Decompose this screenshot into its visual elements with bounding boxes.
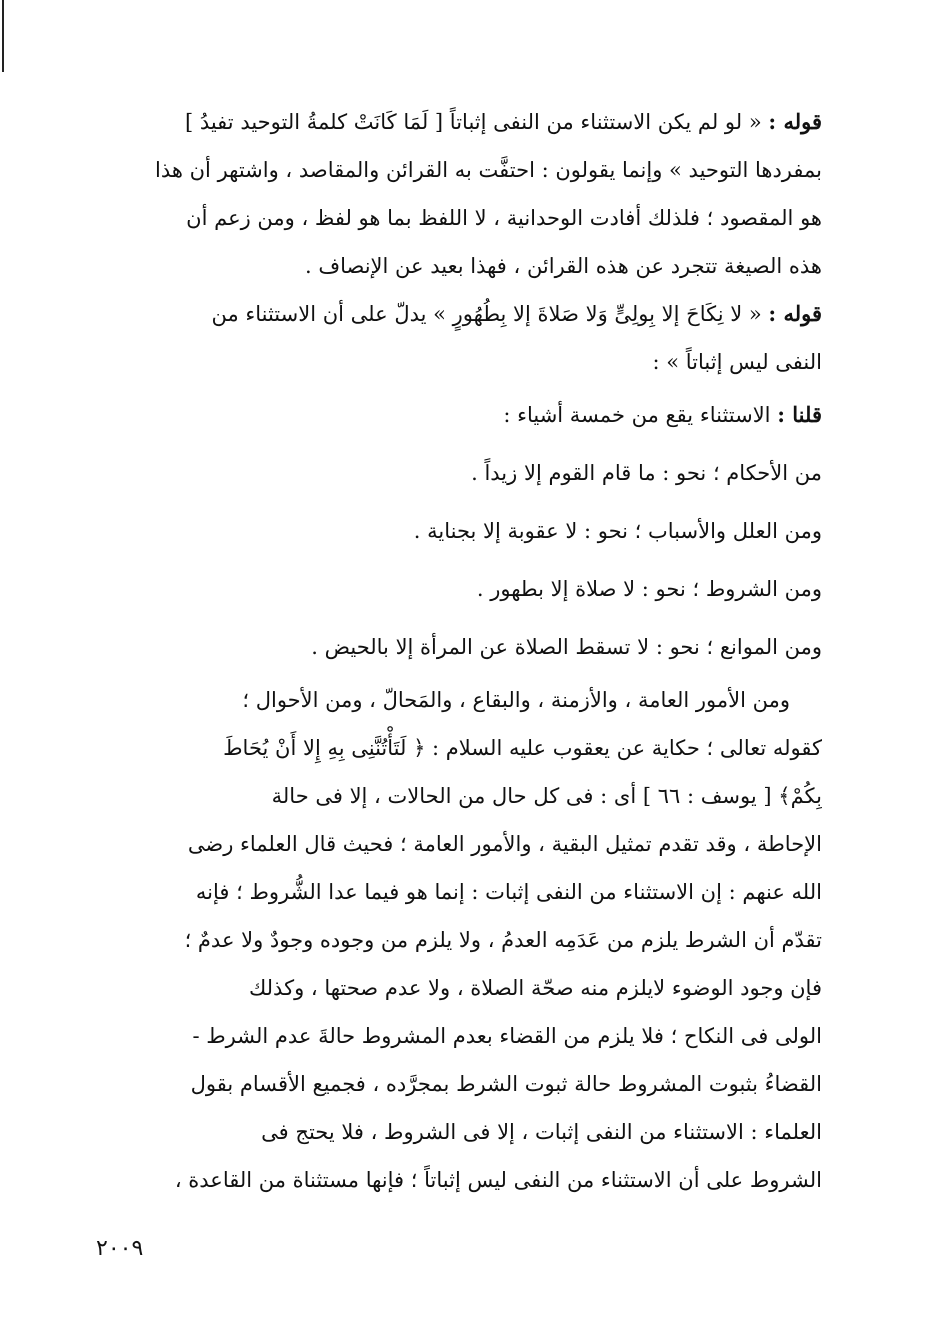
text-line-20	[100, 1060, 822, 1108]
text-line-12	[100, 676, 822, 724]
text-line-8	[100, 444, 822, 502]
line-text: « لا نِكَاحَ إلا بِولِىٍّ وَلا صَلاةَ إلا بِطُهُورٍ » يدلّ على أن الاستثناء من	[211, 302, 769, 326]
line-lead: قلنا :	[777, 402, 822, 427]
line-text: الإحاطة ، وقد تقدم تمثيل البقية ، والأمور العامة ؛ فحيث قال العلماء رضى	[187, 832, 822, 856]
page-number: ٢٠٠٩	[96, 1236, 144, 1261]
line-text: بمفردها التوحيد » وإنما يقولون : احتفَّت به القرائن والمقاصد ، واشتهر أن هذا	[155, 158, 822, 182]
text-line-18	[100, 964, 822, 1012]
line-text: الاستثناء يقع من خمسة أشياء :	[503, 403, 778, 427]
line-lead: قوله :	[768, 109, 822, 134]
text-line-7	[100, 386, 822, 444]
line-text: ومن الشروط ؛ نحو : لا صلاة إلا بطهور .	[476, 577, 822, 601]
line-text: ومن العلل والأسباب ؛ نحو : لا عقوبة إلا بجناية .	[413, 519, 822, 543]
page-body	[100, 98, 822, 1204]
line-text: كقوله تعالى ؛ حكاية عن يعقوب عليه السلام : ﴿ لَتَأْتُنَّنِى بِهِ إِلا أَنْ يُحَاطَ	[223, 736, 822, 760]
line-text: القضاءُ بثبوت المشروط حالة ثبوت الشرط بمجرَّده ، فجميع الأقسام بقول	[190, 1072, 822, 1096]
line-text: النفى ليس إثباتاً » :	[652, 350, 822, 374]
text-line-13	[100, 724, 822, 772]
text-line-3	[100, 194, 822, 242]
line-text: تقدّم أن الشرط يلزم من عَدَمِه العدمُ ، ولا يلزم من وجوده وجودٌ ولا عدمٌ ؛	[184, 928, 822, 952]
text-line-21	[100, 1108, 822, 1156]
line-text: هو المقصود ؛ فلذلك أفادت الوحدانية ، لا اللفظ بما هو لفظ ، ومن زعم أن	[186, 206, 822, 230]
page-edge-line	[2, 0, 4, 72]
line-text: ومن الأمور العامة ، والأزمنة ، والبقاع ، والمَحالّ ، ومن الأحوال ؛	[242, 688, 790, 712]
text-line-5	[100, 290, 822, 338]
text-line-11	[100, 618, 822, 676]
text-line-16	[100, 868, 822, 916]
text-line-19	[100, 1012, 822, 1060]
line-text: الله عنهم : إن الاستثناء من النفى إثبات : إنما هو فيما عدا الشُّروط ؛ فإنه	[195, 880, 822, 904]
line-text: الشروط على أن الاستثناء من النفى ليس إثباتاً ؛ فإنها مستثناة من القاعدة ،	[174, 1168, 822, 1192]
text-line-14	[100, 772, 822, 820]
line-text: بِكُمْ﴾ [ يوسف : ٦٦ ] أى : فى كل حال من الحالات ، إلا فى حالة	[271, 784, 822, 808]
text-line-10	[100, 560, 822, 618]
line-text: « لو لم يكن الاستثناء من النفى إثباتاً [ لَمَا كَانَتْ كلمةُ التوحيد تفيدُ ]	[184, 110, 769, 134]
line-lead: قوله :	[768, 301, 822, 326]
text-line-22	[100, 1156, 822, 1204]
text-line-9	[100, 502, 822, 560]
line-text: من الأحكام ؛ نحو : ما قام القوم إلا زيداً .	[471, 461, 822, 485]
line-text: العلماء : الاستثناء من النفى إثبات ، إلا فى الشروط ، فلا يحتج فى	[261, 1120, 822, 1144]
text-line-1	[100, 98, 822, 146]
text-line-6	[100, 338, 822, 386]
text-line-2	[100, 146, 822, 194]
text-line-15	[100, 820, 822, 868]
line-text: الولى فى النكاح ؛ فلا يلزم من القضاء بعدم المشروط حالةَ عدم الشرط -	[192, 1024, 822, 1048]
line-text: هذه الصيغة تتجرد عن هذه القرائن ، فهذا بعيد عن الإنصاف .	[304, 254, 822, 278]
text-line-17	[100, 916, 822, 964]
line-text: ومن الموانع ؛ نحو : لا تسقط الصلاة عن المرأة إلا بالحيض .	[311, 635, 822, 659]
line-text: فإن وجود الوضوء لايلزم منه صحّة الصلاة ، ولا عدم صحتها ، وكذلك	[248, 976, 822, 1000]
text-line-4	[100, 242, 822, 290]
